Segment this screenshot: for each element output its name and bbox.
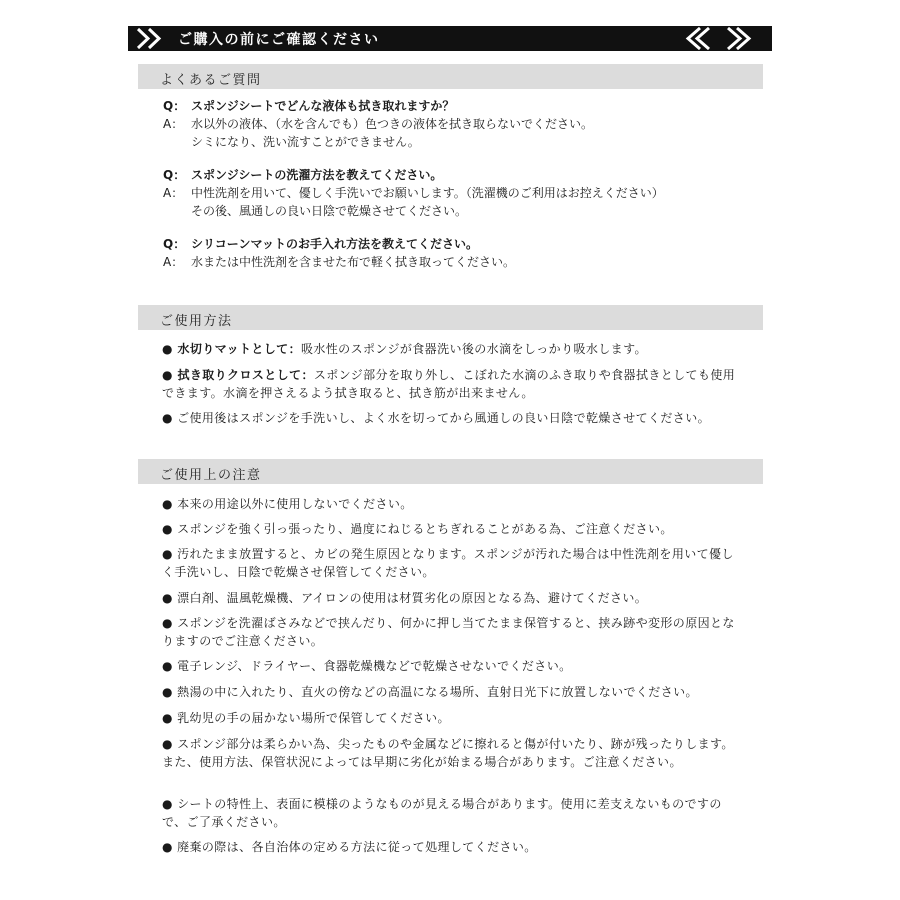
usage-heading-bar	[138, 305, 763, 330]
caution-item: ● 熱湯の中に入れたり、直火の傍などの高温になる場所、直射日光下に放置しないでください。	[162, 685, 698, 699]
question-text: シリコーンマットのお手入れ方法を教えてください。	[191, 237, 479, 251]
answer-label: A：	[163, 255, 184, 269]
answer-text: 水または中性洗剤を含ませた布で軽く拭き取ってください。	[191, 255, 516, 269]
caution-item: ● 本来の用途以外に使用しないでください。	[162, 497, 413, 511]
faq-item	[163, 97, 763, 151]
cautions-heading-bar	[138, 459, 763, 484]
question-text: スポンジシートの洗濯方法を教えてください。	[191, 168, 443, 182]
header-banner	[128, 26, 772, 51]
caution-item: ● 乳幼児の手の届かない場所で保管してください。	[162, 711, 450, 725]
question-label: Q：	[163, 237, 186, 251]
answer-text: 中性洗剤を用いて、優しく手洗いでお願いします。（洗濯機のご利用はお控えください） その後、風通しの良い日陰で乾燥させてください。	[191, 186, 664, 218]
caution-item: ● 電子レンジ、ドライヤー、食器乾燥機などで乾燥させないでください。	[162, 659, 572, 673]
usage-text: スポンジ部分を取り外し、こぼれた水滴のふき取りや食器拭きとしても使用できます。水滴を押さえるよう拭き取ると、拭き筋が出来ません。	[162, 368, 736, 400]
usage-item	[162, 340, 744, 358]
usage-lead: ● 拭き取りクロスとして：	[162, 368, 314, 382]
faq-heading: よくあるご質問	[160, 73, 262, 88]
usage-item	[162, 366, 744, 402]
answer-label: A：	[163, 186, 184, 200]
usage-text: 吸水性のスポンジが食器洗い後の水滴をしっかり吸水します。	[300, 342, 647, 356]
answer-text: 水以外の液体、（水を含んでも）色つきの液体を拭き取らないでください。 シミになり、洗い流すことができません。	[191, 117, 594, 149]
faq-heading-bar	[138, 64, 763, 89]
question-label: Q：	[163, 99, 186, 113]
usage-heading: ご使用方法	[160, 314, 233, 329]
usage-text: ● ご使用後はスポンジを手洗いし、よく水を切ってから風通しの良い日陰で乾燥させてください。	[162, 411, 710, 425]
caution-item: ● スポンジを強く引っ張ったり、過度にねじるとちぎれることがある為、ご注意ください。	[162, 522, 673, 536]
caution-item: ● スポンジ部分は柔らかい為、尖ったものや金属などに擦れると傷が付いたり、跡が残ったりします。また、使用方法、保管状況によっては早期に劣化が始まる場合があります。ご注意ください。	[162, 737, 734, 769]
question-text: スポンジシートでどんな液体も拭き取れますか？	[191, 99, 455, 113]
caution-item: ● スポンジを洗濯ばさみなどで挟んだり、何かに押し当てたまま保管すると、挟み跡や変形の原因となりますのでご注意ください。	[162, 616, 735, 648]
faq-item	[163, 166, 763, 220]
banner-title: ご購入の前にご確認ください	[178, 32, 380, 48]
caution-item: ● 漂白剤、温風乾燥機、アイロンの使用は材質劣化の原因となる為、避けてください。	[162, 591, 648, 605]
faq-item	[163, 235, 763, 271]
usage-item	[162, 409, 744, 427]
usage-lead: ● 水切りマットとして：	[162, 342, 301, 356]
question-label: Q：	[163, 168, 186, 182]
chevron-right-icon	[134, 26, 174, 51]
double-chevron-icon	[676, 26, 766, 51]
answer-label: A：	[163, 117, 184, 131]
caution-item: ● 廃棄の際は、各自治体の定める方法に従って処理してください。	[162, 840, 537, 854]
cautions-heading: ご使用上の注意	[160, 468, 262, 483]
caution-item: ● 汚れたまま放置すると、カビの発生原因となります。スポンジが汚れた場合は中性洗剤を用いて優しく手洗いし、日陰で乾燥させ保管してください。	[162, 547, 734, 579]
caution-item: ● シートの特性上、表面に模様のようなものが見える場合があります。使用に差支えないものですので、ご了承ください。	[162, 797, 722, 829]
